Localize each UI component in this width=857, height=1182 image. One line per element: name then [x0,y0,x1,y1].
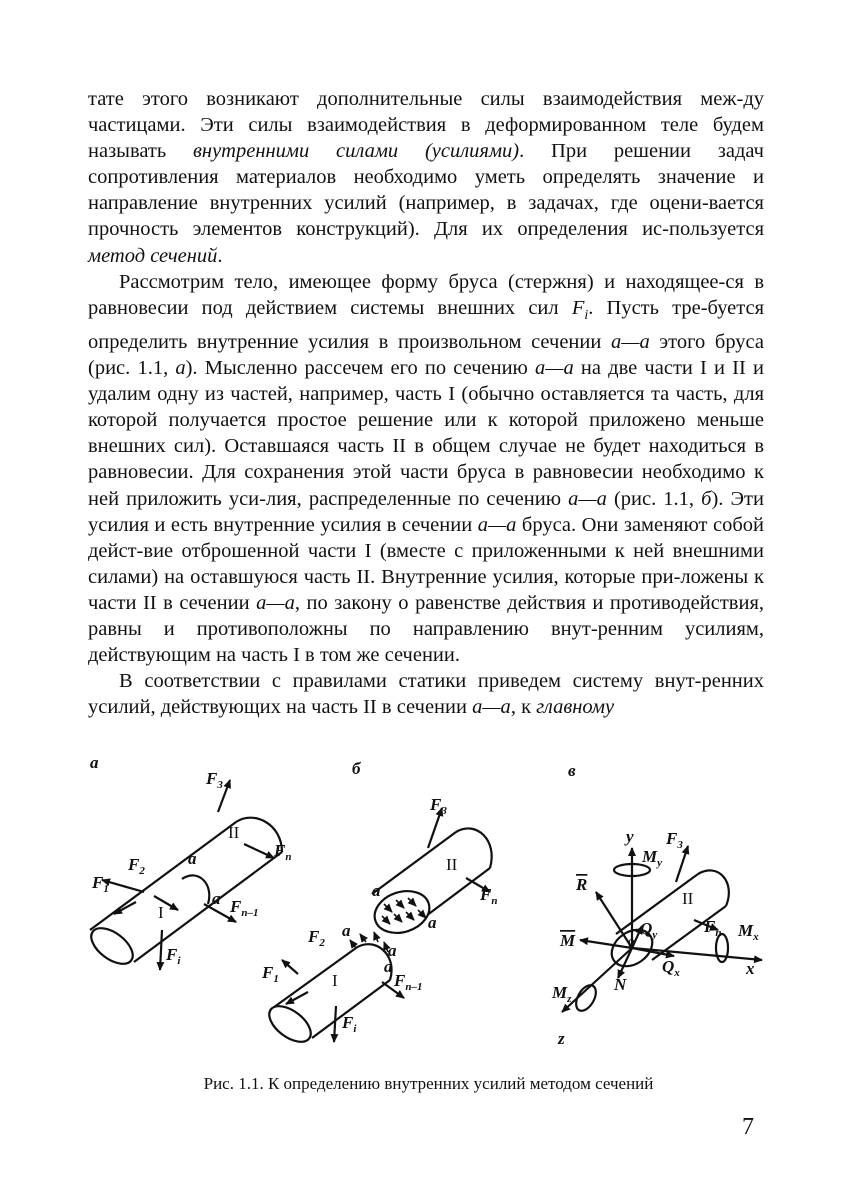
text-run: (рис. 1.1, [606,487,702,510]
panel-c-label: в [568,761,576,780]
italic-run: а [175,357,186,380]
part-ii-label-a: II [228,823,240,842]
text-run: ). Эти усилия и есть внутренние усилия в сечении [88,487,764,536]
n-label: N [614,975,627,994]
fi-label-a: $F_i$ [166,945,181,967]
italic-run: a—a [472,696,511,719]
f3-label-c: $F_3$ [666,829,683,851]
italic-run: главному [536,696,615,719]
section-a-right-label-b: a [428,913,437,932]
fi-label-b: $F_i$ [342,1013,357,1035]
italic-run: i [584,307,589,323]
text-run: . При решении задач сопротивления материалов необходимо уметь определять значение и направление внутренних усилий (например, в задачах, где оцени-вается прочность элементов конструкций). Для их определения ис-пользуется [88,140,764,241]
part-i-label-b: I [332,971,338,990]
text-run: . [217,244,223,267]
qy-label: $Q_y$ [640,919,658,941]
text-run: тате этого возникают дополнительные силы взаимодействия меж-ду частицами. Эти силы взаимодействия в деформированном теле будем называть [88,88,764,163]
text-run: , к [510,696,537,719]
italic-run: б [701,487,712,510]
section-a-mid-label-b: a [342,921,351,940]
m-vector-label: M [560,931,576,950]
r-vector-label: R [576,875,588,894]
fn-label-c: $F_n$ [704,917,722,939]
text-run: В соответствии с правилами статики приведем систему внут-ренних усилий, действующих на часть II в сечении [88,670,764,719]
f3-label-a: $F_3$ [206,769,223,791]
section-a-low-label-b: a [388,941,397,960]
panel-a [86,780,282,971]
text-run: ). Мысленно рассечем его по сечению [185,357,536,380]
text-run: на две части I и II и удалим одну из частей, например, часть I (обычно оставляется та часть, для которой получается простое решение или к которой приложено меньше внешних сил). Оставшаяся часть II в общем случае не будет находиться в равновесии. Для сохранения этой части бруса в равновесии необходимо к ней приложить уси-лия, распределенные по сечению [88,357,764,510]
x-axis-label: x [746,959,755,978]
z-axis-label: z [558,1029,565,1048]
italic-run: a—a [256,591,295,614]
part-ii-label-b: II [446,855,458,874]
text-run: этого бруса (рис. 1.1, [88,330,764,380]
panel-c [562,846,762,1014]
moment-mz-arc [572,982,600,1014]
f2-label-b: $F_2$ [308,927,325,949]
text-run: бруса. Они заменяют собой дейст-вие отброшенной части I (вместе с приложенными к ней внешними силами) на оставшуюся часть II. Внутренние усилия, которые при-ложены к части II в сечении [88,513,765,614]
section-a-low2-label-b: a [384,957,393,976]
body-text [88,86,764,720]
y-axis-label: y [626,827,634,846]
panel-a-label: а [90,753,99,772]
text-run: , по закону о равенстве действия и противодействия, равны и противоположны по направлению внут-ренним усилиям, действующим на часть I в том же сечении. [88,591,765,667]
panel-b [263,808,492,1049]
beam-section-diagram [86,752,776,1062]
text-run: Рассмотрим тело, имеющее форму бруса (стержня) и находящее-ся в равновесии под действием системы внешних сил [88,270,764,319]
fn-label-a: $F_n$ [274,841,292,863]
text-run: . Пусть тре-буется определить внутренние усилия в произвольном сечении [88,296,765,353]
part-i-label-a: I [158,903,164,922]
qx-label: $Q_x$ [662,957,680,979]
fn1-label-b: $F_{n-1}$ [394,971,423,993]
section-a-left-label-b: a [372,881,381,900]
part-ii-label-c: II [682,889,694,908]
italic-run: a—a [610,330,650,353]
section-a-top-label: a [188,849,197,868]
fn-label-b: $F_n$ [480,885,498,907]
italic-run: a—a [568,487,607,510]
paragraph [88,668,764,720]
figure-caption: Рис. 1.1. К определению внутренних усилий методом сечений [203,1074,654,1093]
italic-run: метод сечений [88,244,218,267]
italic-run: a—a [477,513,517,536]
figure-1-1 [86,752,776,1062]
origin-label: 0 [628,937,635,952]
panel-b-labels [261,759,497,1035]
f1-label-a: $F_1$ [92,873,109,895]
mz-label: $M_z$ [552,983,572,1005]
italic-run: a—a [535,357,574,380]
italic-run: F [571,296,585,319]
section-a-bottom-label: a [212,889,221,908]
f3-label-b: $F_3$ [430,795,447,817]
f1-label-b: $F_1$ [262,963,279,985]
paragraph [88,86,764,269]
mx-label: $M_x$ [738,921,759,943]
page-number: 7 [742,1114,754,1140]
f2-label-a: $F_2$ [128,855,145,877]
paragraph [88,269,764,669]
fn1-label-a: $F_{n-1}$ [230,897,259,919]
panel-b-label: б [352,759,361,778]
italic-run: внутренними силами (усилиями) [193,140,520,163]
my-label: $M_y$ [642,847,663,869]
